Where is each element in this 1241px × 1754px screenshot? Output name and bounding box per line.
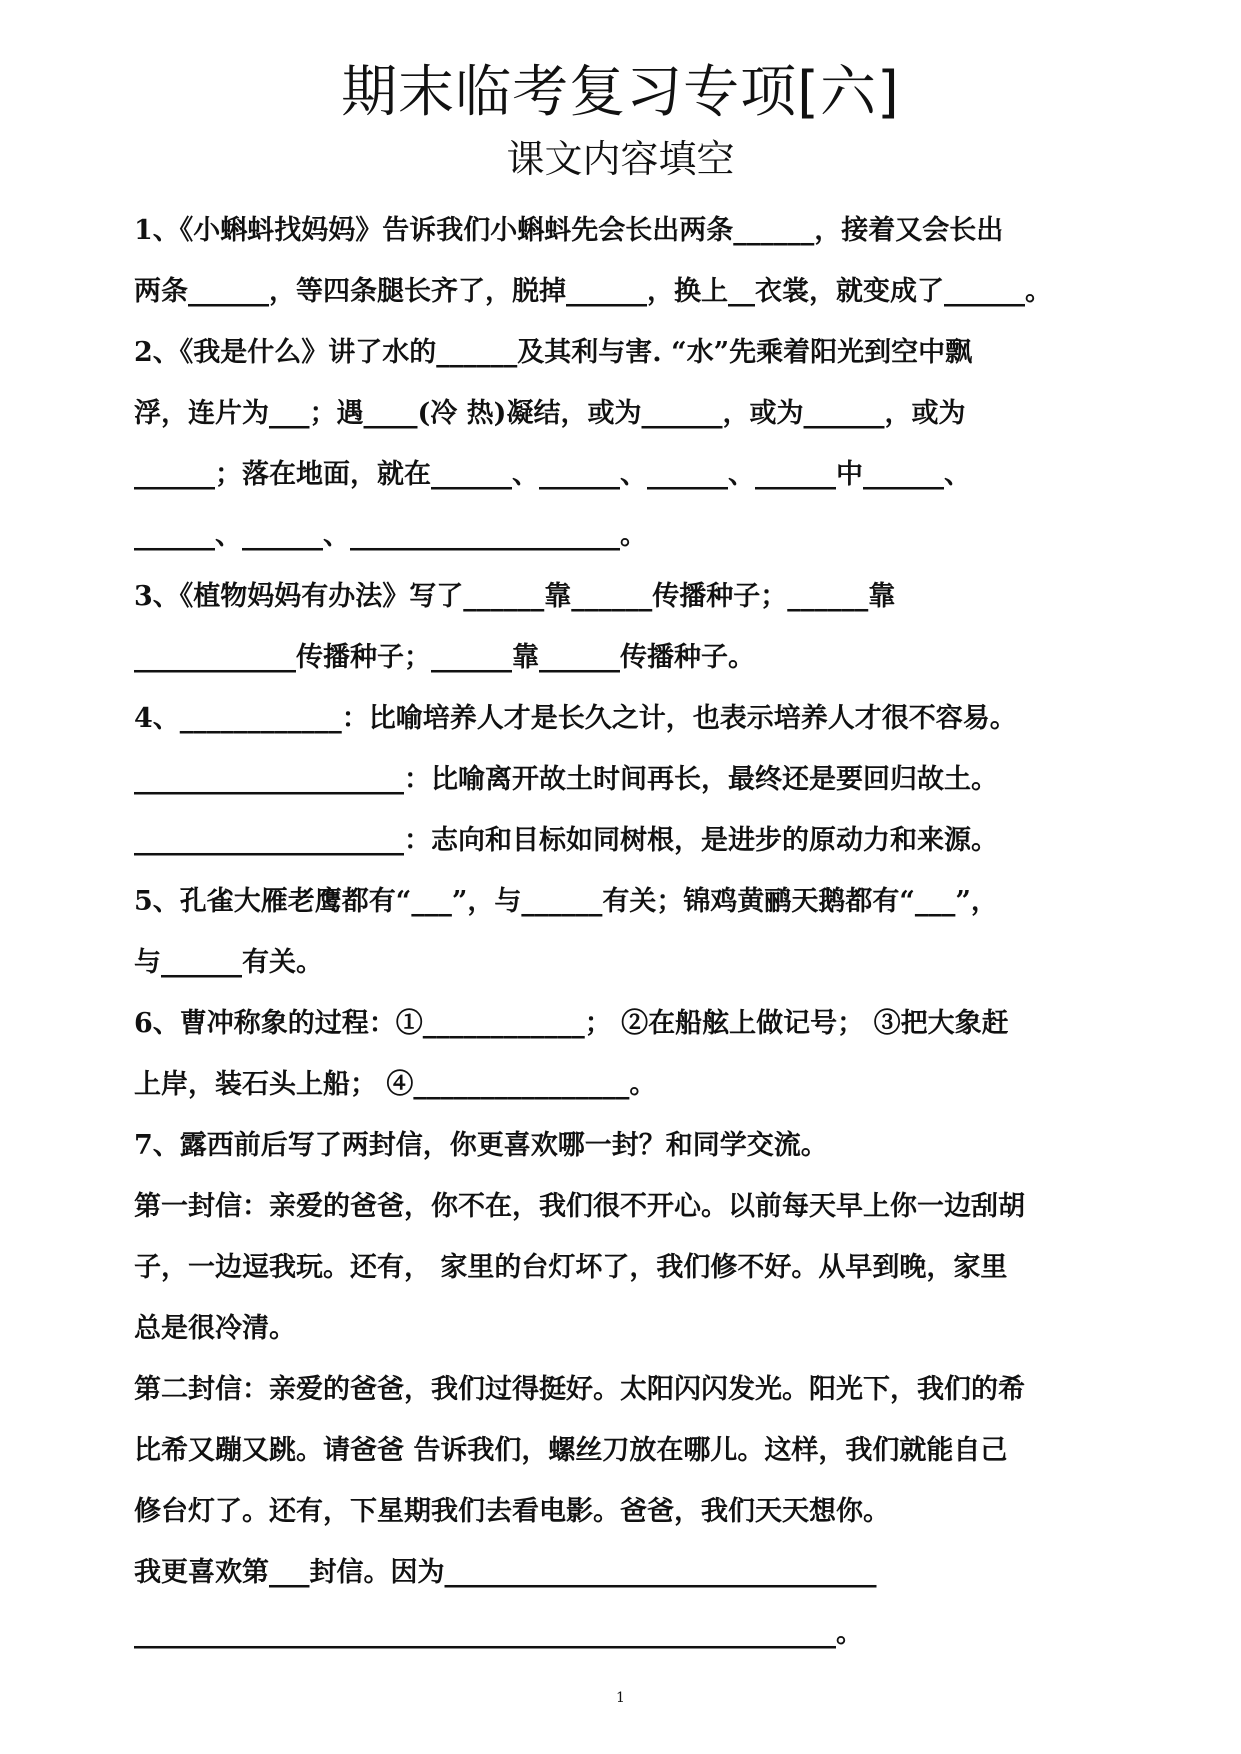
page-number: 1	[616, 1690, 625, 1706]
text-line: 5、孔雀大雁老鹰都有“___”，与______有关；锦鸡黄鹂天鹅都有“___”，	[134, 886, 998, 917]
worksheet-content	[134, 200, 1109, 1664]
text-line: 1、《小蝌蚪找妈妈》告诉我们小蝌蚪先会长出两条______，接着又会长出	[134, 215, 1004, 246]
text-line: 修台灯了。还有，下星期我们去看电影。爸爸，我们天天想你。	[134, 1496, 890, 1527]
text-line: 2、《我是什么》讲了水的______及其利与害. “水”先乘着阳光到空中飘	[134, 337, 973, 368]
text-line: 两条______，等四条腿长齐了，脱掉______，换上__衣裳，就变成了______。	[134, 276, 1052, 307]
text-line: ______；落在地面，就在______、______、______、______中______、	[134, 459, 971, 490]
text-line: ____________________：志向和目标如同树根，是进步的原动力和来源。	[134, 825, 998, 856]
text-line: 浮，连片为___；遇____(冷 热)凝结，或为______，或为______，或为	[134, 398, 966, 429]
text-line: 3、《植物妈妈有办法》写了______靠______传播种子；______靠	[134, 581, 896, 612]
text-line: 上岸，装石头上船； ④________________。	[134, 1069, 657, 1100]
page-title: 期末临考复习专项[六]	[341, 60, 900, 125]
text-line: 总是很冷清。	[134, 1313, 296, 1344]
text-line: 比希又蹦又跳。请爸爸 告诉我们，螺丝刀放在哪儿。这样，我们就能自己	[134, 1435, 1008, 1466]
text-line: ______、______、____________________。	[134, 520, 647, 551]
text-line: 第一封信：亲爱的爸爸，你不在，我们很不开心。以前每天早上你一边刮胡	[134, 1191, 1025, 1222]
text-line: ____________传播种子；______靠______传播种子。	[134, 642, 755, 673]
text-line: 7、露西前后写了两封信，你更喜欢哪一封？和同学交流。	[134, 1130, 828, 1161]
text-line: ____________________：比喻离开故土时间再长，最终还是要回归故土。	[134, 764, 998, 795]
text-line: ____________________________________________________。	[134, 1618, 863, 1649]
text-line: 第二封信：亲爱的爸爸，我们过得挺好。太阳闪闪发光。阳光下，我们的希	[134, 1374, 1025, 1405]
text-line: 子，一边逗我玩。还有， 家里的台灯坏了，我们修不好。从早到晚，家里	[134, 1252, 1008, 1283]
page-subtitle: 课文内容填空	[506, 137, 735, 181]
text-line: 6、曹冲称象的过程：①____________； ②在船舷上做记号； ③把大象赶	[134, 1008, 1009, 1039]
text-line: 我更喜欢第___封信。因为________________________________	[134, 1557, 877, 1588]
text-line: 4、____________：比喻培养人才是长久之计，也表示培养人才很不容易。	[134, 703, 1017, 734]
text-line: 与______有关。	[134, 947, 323, 978]
